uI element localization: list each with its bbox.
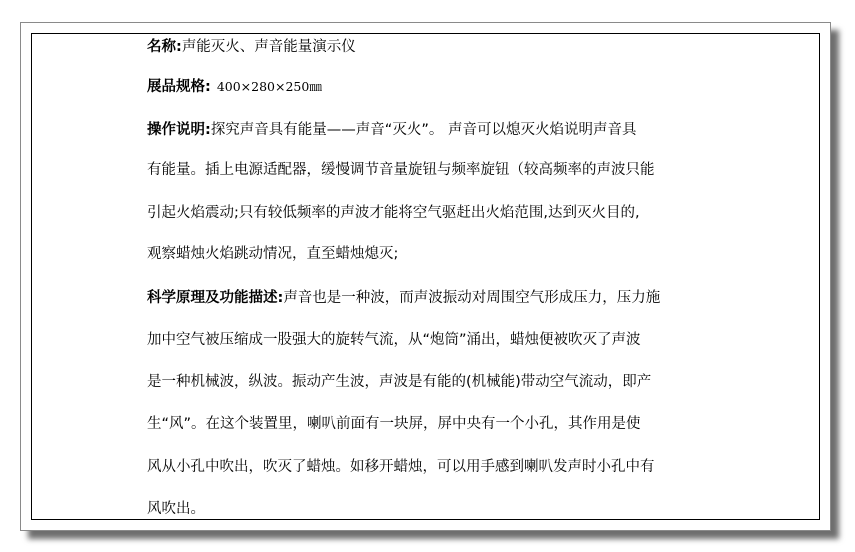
principle-label: 科学原理及功能描述: xyxy=(147,290,284,306)
operation-line-3: 引起火焰震动;只有较低频率的声波才能将空气驱赶出火焰范围,达到灭火目的, xyxy=(147,205,640,221)
operation-line-4: 观察蜡烛火焰跳动情况，直至蜡烛熄灭; xyxy=(147,246,399,262)
principle-text-1: 声音也是一种波，而声波振动对周围空气形成压力，压力施 xyxy=(283,290,661,306)
principle-line-6: 风吹出。 xyxy=(147,501,205,517)
operation-label: 操作说明: xyxy=(147,122,211,138)
operation-line-1 xyxy=(147,121,636,139)
document-frame xyxy=(20,22,831,531)
document-border xyxy=(31,33,820,520)
operation-line-2: 有能量。插上电源适配器，缓慢调节音量旋钮与频率旋钮（较高频率的声波只能 xyxy=(147,162,655,178)
operation-text-1: 探究声音具有能量——声音“灭火”。 声音可以熄灭火焰说明声音具 xyxy=(210,122,637,138)
name-row xyxy=(147,38,356,56)
spec-label: 展品规格: xyxy=(147,79,211,95)
spec-value: 400×280×250㎜ xyxy=(216,79,322,94)
principle-line-1 xyxy=(147,289,660,307)
principle-line-5: 风从小孔中吹出，吹灭了蜡烛。如移开蜡烛，可以用手感到喇叭发声时小孔中有 xyxy=(147,459,655,475)
name-value: 声能灭火、声音能量演示仪 xyxy=(181,39,356,55)
principle-line-4: 生“风”。在这个装置里，喇叭前面有一块屏，屏中央有一个小孔，其作用是使 xyxy=(147,416,641,432)
principle-line-2: 加中空气被压缩成一股强大的旋转气流，从“炮筒”涌出，蜡烛便被吹灭了声波 xyxy=(147,332,641,348)
principle-line-3: 是一种机械波，纵波。振动产生波，声波是有能的(机械能)带动空气流动，即产 xyxy=(147,374,652,390)
name-label: 名称: xyxy=(147,39,182,55)
spec-row xyxy=(147,78,322,96)
